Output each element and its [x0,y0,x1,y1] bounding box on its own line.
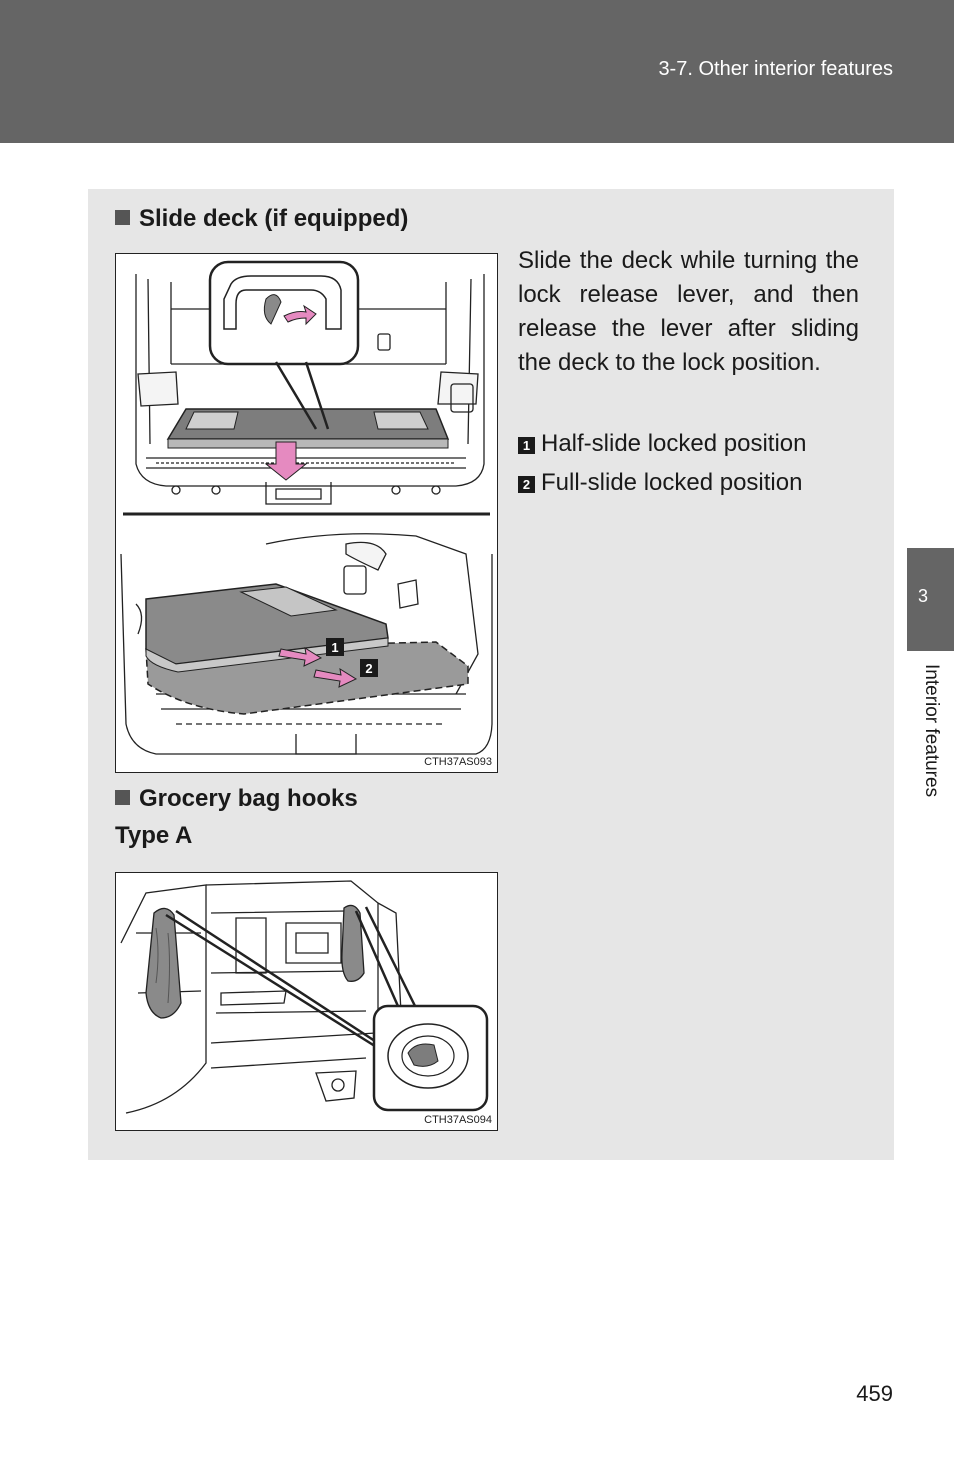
slide-deck-heading [115,205,408,233]
chapter-number: 3 [917,586,928,606]
grocery-hooks-heading-text: Grocery bag hooks [139,785,358,812]
list-item [518,469,802,497]
list-item-label: Full-slide locked position [541,469,803,496]
list-item [518,430,806,458]
grocery-hooks-illustration [116,873,497,1130]
figure-code: CTH37AS094 [424,1114,492,1126]
badge-2: 2 [518,476,535,493]
chapter-label: Interior features [921,664,942,798]
svg-text:1: 1 [331,640,339,655]
badge-1: 1 [518,437,535,454]
square-bullet-icon [115,210,130,225]
square-bullet-icon [115,790,130,805]
content-panel [88,189,894,1160]
slide-deck-illustration [116,254,497,772]
list-item-label: Half-slide locked position [541,430,807,457]
slide-deck-figure [115,253,498,773]
section-title: 3-7. Other interior features [658,58,893,80]
type-label: Type A [115,822,193,849]
page-header [0,0,954,143]
page-number: 459 [856,1381,893,1406]
grocery-hooks-figure [115,872,498,1131]
svg-text:2: 2 [365,661,373,676]
chapter-tab [907,548,954,651]
slide-deck-heading-text: Slide deck (if equipped) [139,205,409,232]
figure-code: CTH37AS093 [424,756,492,768]
grocery-hooks-heading [115,785,358,813]
slide-deck-description: Slide the deck while turning the lock release lever, and then release the lever after sliding the deck to the lock position. [518,247,859,376]
